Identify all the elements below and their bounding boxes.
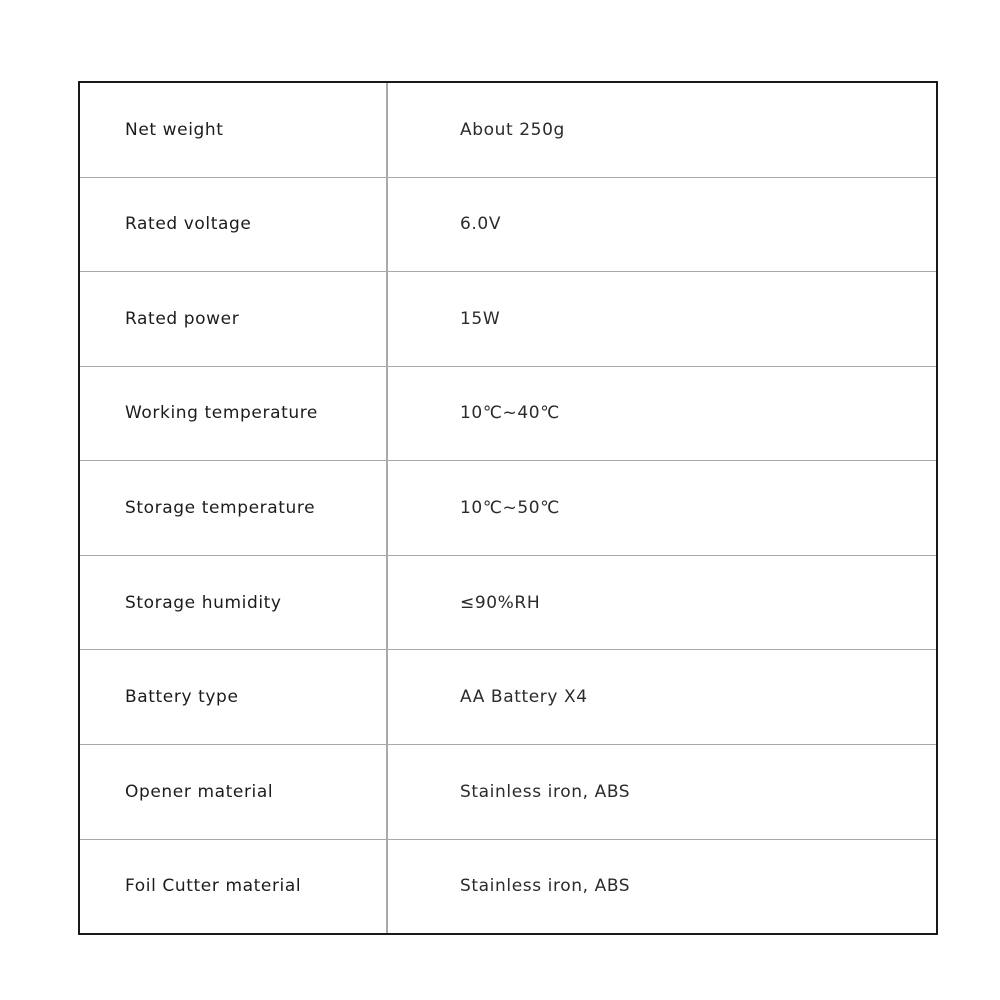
spec-value: Stainless iron, ABS [460, 876, 631, 897]
spec-row-storage-temperature [80, 461, 936, 556]
spec-label: Opener material [80, 745, 388, 839]
spec-value: Stainless iron, ABS [460, 781, 631, 802]
spec-row-rated-power [80, 272, 936, 367]
spec-row-foil-cutter-material [80, 840, 936, 934]
spec-value: 10℃~40℃ [460, 403, 560, 424]
spec-label: Rated voltage [80, 178, 388, 272]
spec-row-opener-material [80, 745, 936, 840]
spec-table [78, 81, 938, 935]
spec-value: ≤90%RH [460, 592, 541, 613]
spec-value: 10℃~50℃ [460, 498, 560, 519]
spec-row-net-weight [80, 83, 936, 178]
spec-label: Foil Cutter material [80, 840, 388, 934]
spec-row-rated-voltage [80, 178, 936, 273]
spec-label: Net weight [80, 83, 388, 177]
spec-label: Storage humidity [80, 556, 388, 650]
spec-label: Working temperature [80, 367, 388, 461]
spec-label: Storage temperature [80, 461, 388, 555]
spec-value: About 250g [460, 119, 565, 140]
spec-value: 6.0V [460, 214, 502, 235]
spec-label: Battery type [80, 650, 388, 744]
spec-row-working-temperature [80, 367, 936, 462]
spec-row-storage-humidity [80, 556, 936, 651]
spec-row-battery-type [80, 650, 936, 745]
spec-value: 15W [460, 308, 501, 329]
spec-label: Rated power [80, 272, 388, 366]
spec-value: AA Battery X4 [460, 687, 588, 708]
